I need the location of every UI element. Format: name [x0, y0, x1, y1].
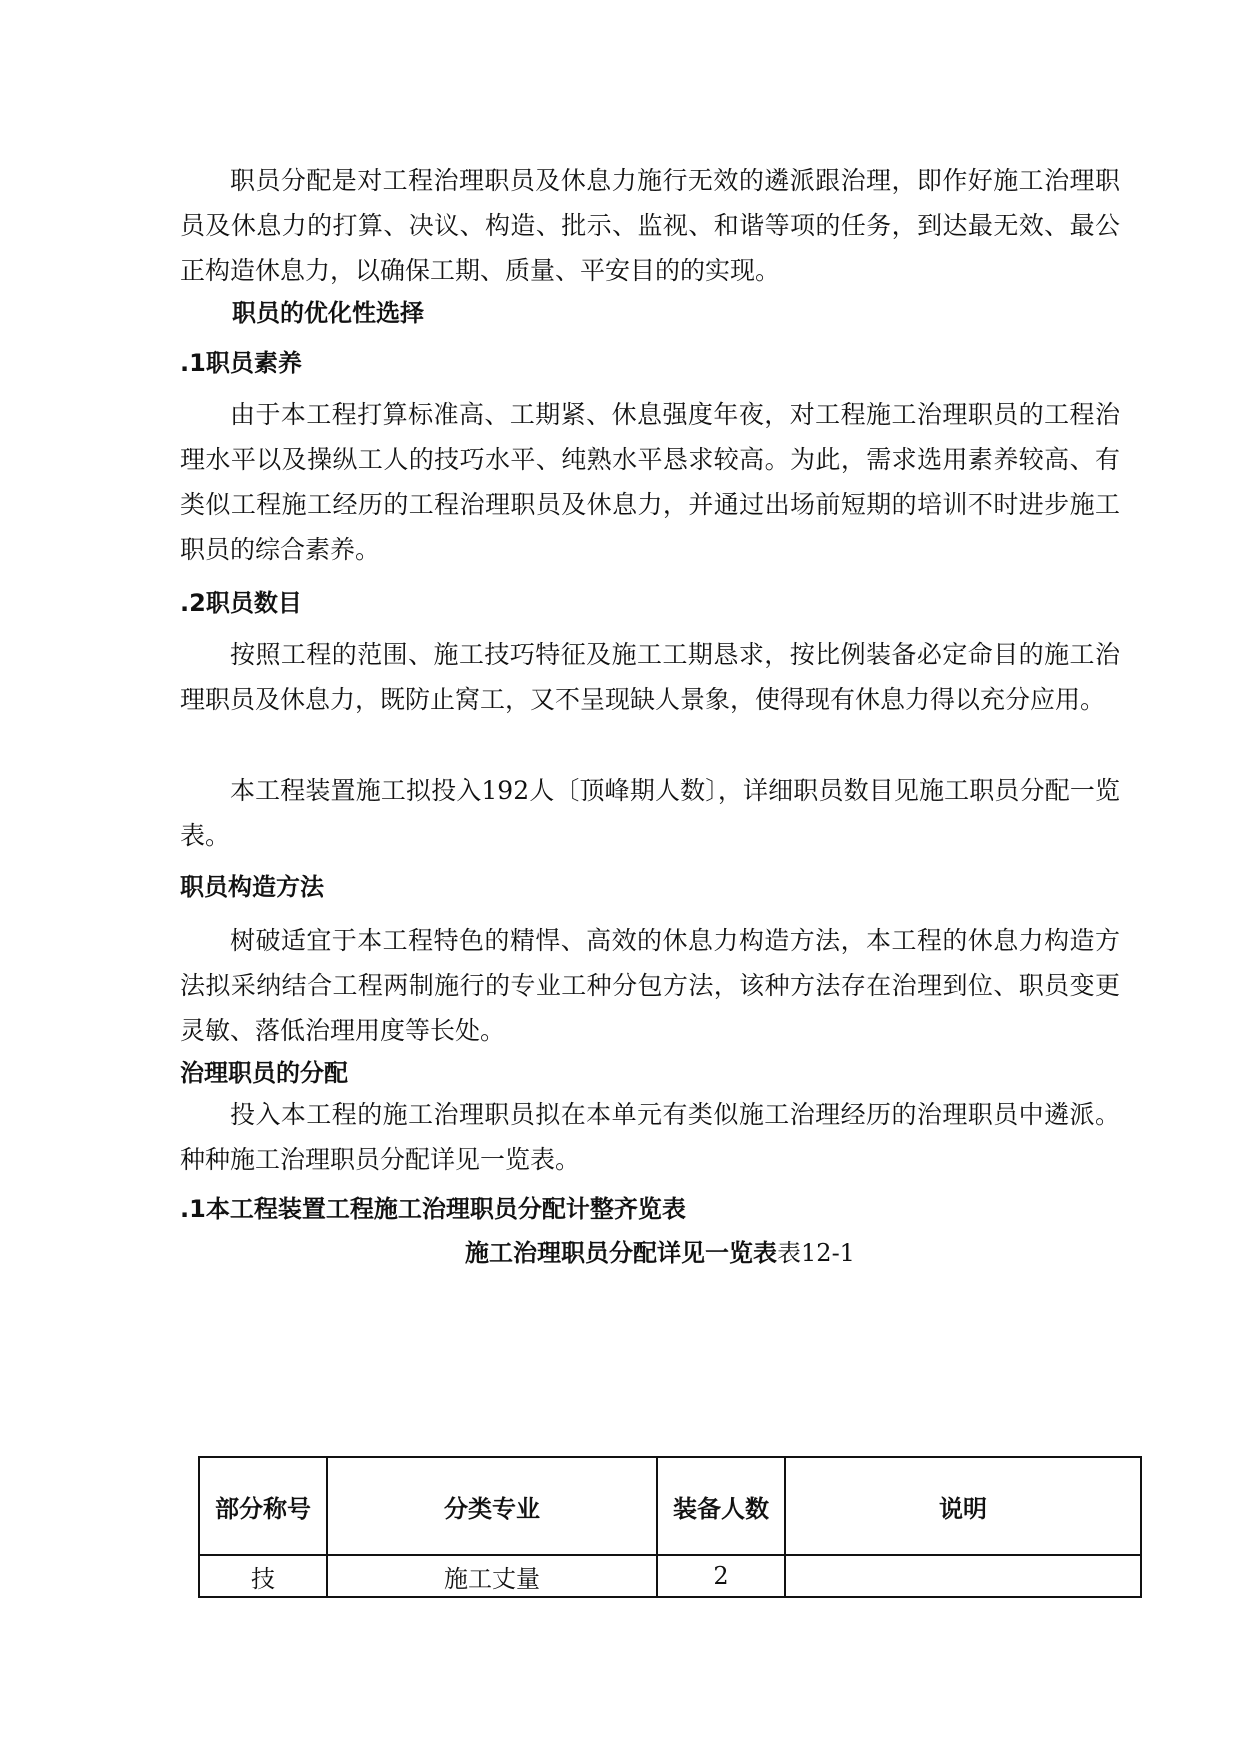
- cell-department: 技: [199, 1555, 327, 1597]
- paragraph-text: 树破适宜于本工程特色的精悍、高效的休息力构造方法，本工程的休息力构造方法拟采纳结合工程两制施行的专业工种分包方法，该种方法存在治理到位、职员变更灵敏、落低治理用度等长处。: [180, 926, 1120, 1045]
- heading-organization-method: 职员构造方法: [180, 873, 324, 901]
- table-row: [199, 1555, 1141, 1597]
- staff-allocation-table: [198, 1456, 1142, 1598]
- heading-manager-allocation: 治理职员的分配: [180, 1059, 348, 1087]
- heading-staff-selection: 职员的优化性选择: [232, 299, 424, 327]
- heading-staff-count: .2职员数目: [180, 589, 302, 617]
- table-caption-title: 施工治理职员分配详见一览表: [465, 1239, 778, 1267]
- paragraph-organization: [180, 918, 1120, 1053]
- paragraph-allocation: [180, 1092, 1120, 1182]
- table-caption: [190, 1238, 1130, 1268]
- heading-staff-quality: .1职员素养: [180, 349, 302, 377]
- paragraph-quality: [180, 392, 1120, 572]
- cell-headcount: 2: [657, 1555, 785, 1597]
- table-header-row: [199, 1457, 1141, 1555]
- paragraph-text: 投入本工程的施工治理职员拟在本单元有类似施工治理经历的治理职员中遴派。种种施工治理职员分配详见一览表。: [180, 1100, 1120, 1174]
- header-notes: 说明: [785, 1457, 1141, 1555]
- cell-notes: [785, 1555, 1141, 1597]
- paragraph-text: 本工程装置施工拟投入192人〔顶峰期人数〕，详细职员数目见施工职员分配一览表。: [180, 776, 1120, 850]
- header-department: 部分称号: [199, 1457, 327, 1555]
- paragraph-count: [180, 632, 1120, 722]
- header-specialty: 分类专业: [327, 1457, 657, 1555]
- paragraph-text: 职员分配是对工程治理职员及休息力施行无效的遴派跟治理，即作好施工治理职员及休息力的打算、决议、构造、批示、监视、和谐等项的任务，到达最无效、最公正构造休息力，以确保工期、质量、平安目的的实现。: [180, 166, 1120, 285]
- table-caption-number: 表12-1: [777, 1239, 855, 1267]
- paragraph-headcount: [180, 768, 1120, 858]
- paragraph-intro: [180, 158, 1120, 293]
- cell-specialty: 施工丈量: [327, 1555, 657, 1597]
- heading-allocation-table: .1本工程装置工程施工治理职员分配计整齐览表: [180, 1195, 686, 1223]
- header-headcount: 装备人数: [657, 1457, 785, 1555]
- paragraph-text: 由于本工程打算标准高、工期紧、休息强度年夜，对工程施工治理职员的工程治理水平以及操纵工人的技巧水平、纯熟水平恳求较高。为此，需求选用素养较高、有类似工程施工经历的工程治理职员及休息力，并通过出场前短期的培训不时进步施工职员的综合素养。: [180, 400, 1120, 564]
- paragraph-text: 按照工程的范围、施工技巧特征及施工工期恳求，按比例装备必定命目的施工治理职员及休息力，既防止窝工，又不呈现缺人景象，使得现有休息力得以充分应用。: [180, 640, 1120, 714]
